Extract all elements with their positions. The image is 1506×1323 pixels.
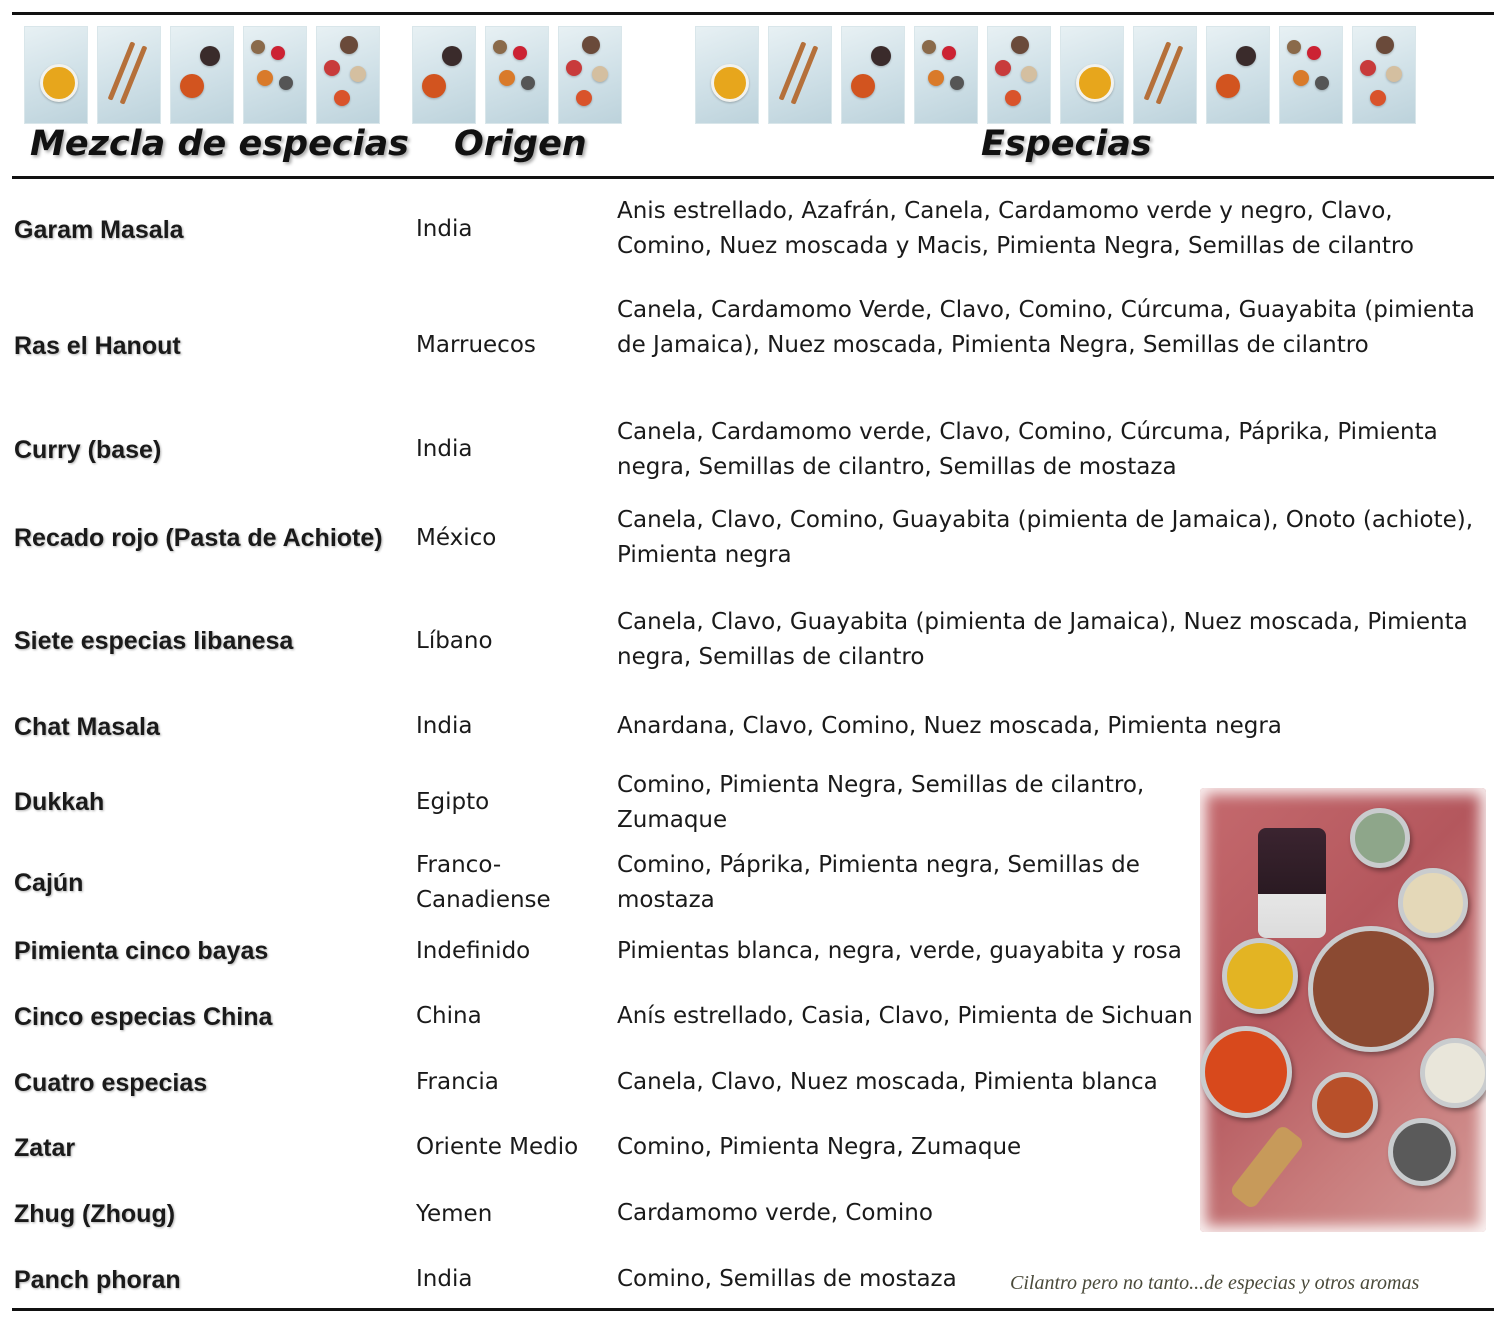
origin-value: Marruecos <box>416 332 536 358</box>
spices-value: Comino, Pimienta Negra, Semillas de cilantro, Zumaque <box>617 772 1145 833</box>
origin-value: Yemen <box>416 1201 493 1227</box>
spices-value: Comino, Páprika, Pimienta negra, Semillas de mostaza <box>617 852 1140 913</box>
spices-value: Canela, Clavo, Comino, Guayabita (pimienta de Jamaica), Onoto (achiote), Pimienta negra <box>617 507 1474 568</box>
origin-value: India <box>416 1266 473 1292</box>
spices-value: Comino, Pimienta Negra, Zumaque <box>617 1134 1022 1160</box>
origin-value: México <box>416 525 497 551</box>
mixed-bowls-thumbnail <box>841 26 905 124</box>
assorted-bowls-thumbnail <box>1352 26 1416 124</box>
blend-name: Curry (base) <box>14 436 162 464</box>
blend-name: Siete especias libanesa <box>14 627 294 655</box>
blend-name: Chat Masala <box>14 713 160 741</box>
spices-value: Anardana, Clavo, Comino, Nuez moscada, Pimienta negra <box>617 713 1282 739</box>
spice-grid-thumbnail <box>485 26 549 124</box>
spices-value: Cardamomo verde, Comino <box>617 1200 933 1226</box>
blend-name: Pimienta cinco bayas <box>14 937 269 965</box>
blend-column-header: Mezcla de especias <box>30 124 410 164</box>
origin-value: Franco-Canadiense <box>416 852 551 913</box>
mixed-bowls-thumbnail <box>412 26 476 124</box>
top-rule <box>12 12 1494 15</box>
blend-name: Garam Masala <box>14 216 184 244</box>
assorted-bowls-thumbnail <box>316 26 380 124</box>
origin-value: India <box>416 713 473 739</box>
spice-bowls-photo <box>1200 788 1486 1232</box>
cinnamon-sticks-thumbnail <box>97 26 161 124</box>
cinnamon-sticks-thumbnail <box>1133 26 1197 124</box>
assorted-bowls-thumbnail <box>987 26 1051 124</box>
spices-column-header: Especias <box>981 124 1152 164</box>
blend-name: Zhug (Zhoug) <box>14 1200 176 1228</box>
blend-name: Panch phoran <box>14 1266 181 1294</box>
cinnamon-sticks-thumbnail <box>768 26 832 124</box>
origin-thumbnail-strip <box>412 26 622 124</box>
spices-value: Canela, Cardamomo verde, Clavo, Comino, Cúrcuma, Páprika, Pimienta negra, Semillas de cilantro, Semillas de mostaza <box>617 419 1438 480</box>
spices-value: Comino, Semillas de mostaza <box>617 1266 957 1292</box>
blend-name: Recado rojo (Pasta de Achiote) <box>14 524 383 552</box>
mixed-bowls-thumbnail <box>170 26 234 124</box>
blend-name: Zatar <box>14 1134 76 1162</box>
origin-value: Indefinido <box>416 938 531 964</box>
blend-thumbnail-strip <box>24 26 380 124</box>
origin-value: India <box>416 216 473 242</box>
mixed-bowls-thumbnail <box>1206 26 1270 124</box>
spices-value: Anis estrellado, Azafrán, Canela, Cardamomo verde y negro, Clavo, Comino, Nuez moscada y Macis, Pimienta Negra, Semillas de cilantro <box>617 198 1414 259</box>
origin-value: Egipto <box>416 789 490 815</box>
blend-name: Cuatro especias <box>14 1069 208 1097</box>
header-rule <box>12 176 1494 179</box>
spices-value: Canela, Cardamomo Verde, Clavo, Comino, Cúrcuma, Guayabita (pimienta de Jamaica), Nuez moscada, Pimienta Negra, Semillas de cilantro <box>617 297 1475 358</box>
spices-value: Canela, Clavo, Nuez moscada, Pimienta blanca <box>617 1069 1158 1095</box>
origin-value: Oriente Medio <box>416 1134 579 1160</box>
turmeric-bowl-thumbnail <box>695 26 759 124</box>
assorted-bowls-thumbnail <box>558 26 622 124</box>
origin-value: Francia <box>416 1069 499 1095</box>
origin-value: China <box>416 1003 482 1029</box>
origin-value: Líbano <box>416 628 493 654</box>
spices-value: Canela, Clavo, Guayabita (pimienta de Jamaica), Nuez moscada, Pimienta negra, Semillas de cilantro <box>617 609 1468 670</box>
origin-column-header: Origen <box>454 124 587 164</box>
bottom-rule <box>12 1308 1494 1311</box>
spices-value: Pimientas blanca, negra, verde, guayabita y rosa <box>617 938 1182 964</box>
source-credit: Cilantro pero no tanto...de especias y otros aromas <box>1010 1272 1420 1294</box>
spice-grid-thumbnail <box>1279 26 1343 124</box>
turmeric-bowl-thumbnail <box>24 26 88 124</box>
blend-name: Cinco especias China <box>14 1003 273 1031</box>
blend-name: Cajún <box>14 869 84 897</box>
spice-grid-thumbnail <box>914 26 978 124</box>
turmeric-bowl-thumbnail <box>1060 26 1124 124</box>
blend-name: Dukkah <box>14 788 105 816</box>
blend-name: Ras el Hanout <box>14 332 181 360</box>
origin-value: India <box>416 436 473 462</box>
spices-value: Anís estrellado, Casia, Clavo, Pimienta de Sichuan <box>617 1003 1193 1029</box>
spice-grid-thumbnail <box>243 26 307 124</box>
spices-thumbnail-strip <box>695 26 1416 124</box>
